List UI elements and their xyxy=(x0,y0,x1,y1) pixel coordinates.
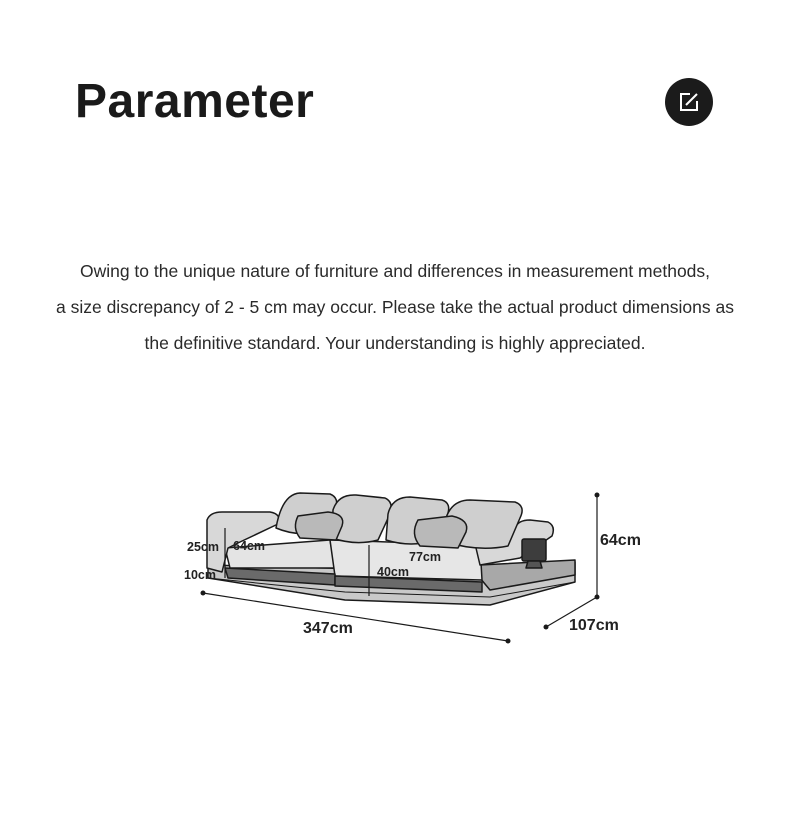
sofa-dimension-figure xyxy=(0,470,790,660)
depth-label: 107cm xyxy=(569,617,619,634)
base-label: 10cm xyxy=(184,568,216,582)
seat-height-label: 40cm xyxy=(377,565,409,579)
page-title: Parameter xyxy=(75,75,315,128)
notice-line-3: the definitive standard. Your understanding is highly appreciated. xyxy=(144,333,646,353)
length-label: 347cm xyxy=(303,620,353,637)
edit-icon xyxy=(678,91,700,113)
height-label: 64cm xyxy=(600,532,641,549)
notice-line-2: a size discrepancy of 2 - 5 cm may occur. Please take the actual product dimensions as xyxy=(56,297,734,317)
back-height-label: 64cm xyxy=(233,539,265,553)
armrest-label: 25cm xyxy=(187,540,219,554)
seat-depth-label: 77cm xyxy=(409,550,441,564)
measurement-notice xyxy=(20,253,770,361)
edit-button[interactable] xyxy=(665,78,713,126)
notice-line-1: Owing to the unique nature of furniture and differences in measurement methods, xyxy=(79,261,711,281)
